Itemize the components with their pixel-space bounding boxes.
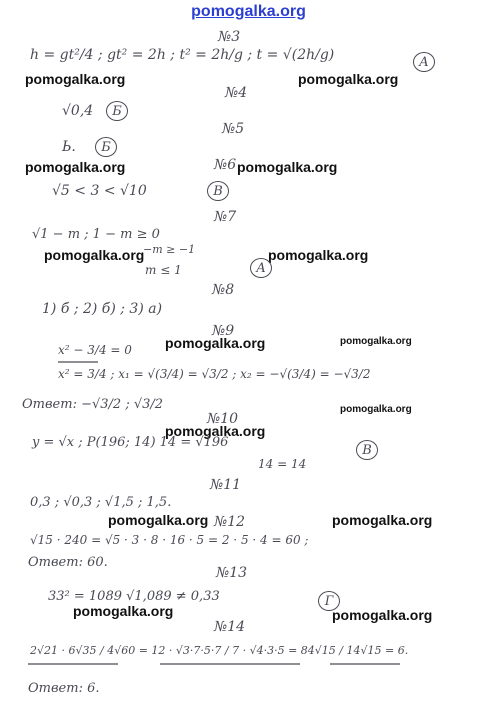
answer-circle-4: Б (106, 101, 128, 121)
solution-7-line-3: m ≤ 1 (145, 263, 182, 277)
watermark: pomogalka.org (332, 607, 433, 623)
answer-circle-3: A (413, 52, 435, 72)
watermark: pomogalka.org (25, 159, 126, 175)
heading-n13: №13 (216, 565, 248, 581)
solution-3-line-1: h = gt²/4 ; gt² = 2h ; t² = 2h/g ; t = √(2h/g) (30, 47, 335, 63)
solution-7-line-1: √1 − m ; 1 − m ≥ 0 (32, 227, 160, 242)
answer-circle-7: А (250, 258, 272, 278)
heading-n10: №10 (207, 411, 239, 427)
heading-n4: №4 (225, 85, 248, 101)
heading-n8: №8 (212, 282, 235, 298)
solution-5-line-1: Ь. (62, 139, 76, 155)
watermark: pomogalka.org (44, 247, 145, 263)
watermark: pomogalka.org (237, 159, 338, 175)
answer-circle-6: В (207, 181, 229, 201)
heading-n9: №9 (212, 323, 235, 339)
watermark: pomogalka.org (108, 512, 209, 528)
heading-n5: №5 (222, 121, 245, 137)
solution-9-line-2: x² = 3/4 ; x₁ = √(3/4) = √3/2 ; x₂ = −√(3/4) = −√3/2 (58, 367, 371, 381)
heading-n14: №14 (214, 619, 246, 635)
heading-n6: №6 (214, 157, 237, 173)
heading-n11: №11 (210, 477, 242, 493)
answer-circle-13: Г (318, 591, 340, 611)
watermark: pomogalka.org (332, 512, 433, 528)
solution-6-line-1: √5 < 3 < √10 (52, 183, 147, 199)
watermark: pomogalka.org (340, 404, 412, 415)
solution-12-line-2: Ответ: 60. (28, 555, 108, 570)
solution-9-line-3: Ответ: −√3/2 ; √3/2 (22, 397, 164, 412)
watermark: pomogalka.org (25, 71, 126, 87)
watermark: pomogalka.org (165, 335, 266, 351)
solution-7-line-2: −m ≥ −1 (143, 243, 196, 256)
solution-14-line-2: Ответ: 6. (28, 681, 100, 696)
solution-12-line-1: √15 · 240 = √5 · 3 · 8 · 16 · 5 = 2 · 5 · 4 = 60 ; (30, 533, 309, 547)
solution-13-line-1: 33² = 1089 √1,089 ≠ 0,33 (48, 589, 220, 604)
answer-circle-5: Б (95, 137, 117, 157)
solution-8-line-1: 1) б ; 2) б) ; 3) а) (42, 301, 163, 317)
solution-10-line-2: 14 = 14 (258, 457, 307, 471)
heading-n12: №12 (214, 514, 246, 530)
solution-14-line-1: 2√21 · 6√35 / 4√60 = 12 · √3·7·5·7 / 7 · √4·3·5 = 84√15 / 14√15 = 6. (30, 644, 409, 657)
solution-4-line-1: √0,4 (62, 103, 94, 119)
solution-11-line-1: 0,3 ; √0,3 ; √1,5 ; 1,5. (30, 495, 172, 510)
site-header-link[interactable]: pomogalka.org (191, 3, 306, 20)
solution-10-line-1: y = √x ; P(196; 14) 14 = √196 (32, 435, 229, 450)
heading-n3: №3 (218, 29, 241, 45)
watermark: pomogalka.org (268, 247, 369, 263)
heading-n7: №7 (214, 209, 237, 225)
watermark: pomogalka.org (73, 603, 174, 619)
watermark: pomogalka.org (165, 423, 266, 439)
solution-9-line-1: x² − 3/4 = 0 (58, 343, 132, 357)
watermark: pomogalka.org (298, 71, 399, 87)
watermark: pomogalka.org (340, 336, 412, 347)
answer-circle-10: В (356, 440, 378, 460)
